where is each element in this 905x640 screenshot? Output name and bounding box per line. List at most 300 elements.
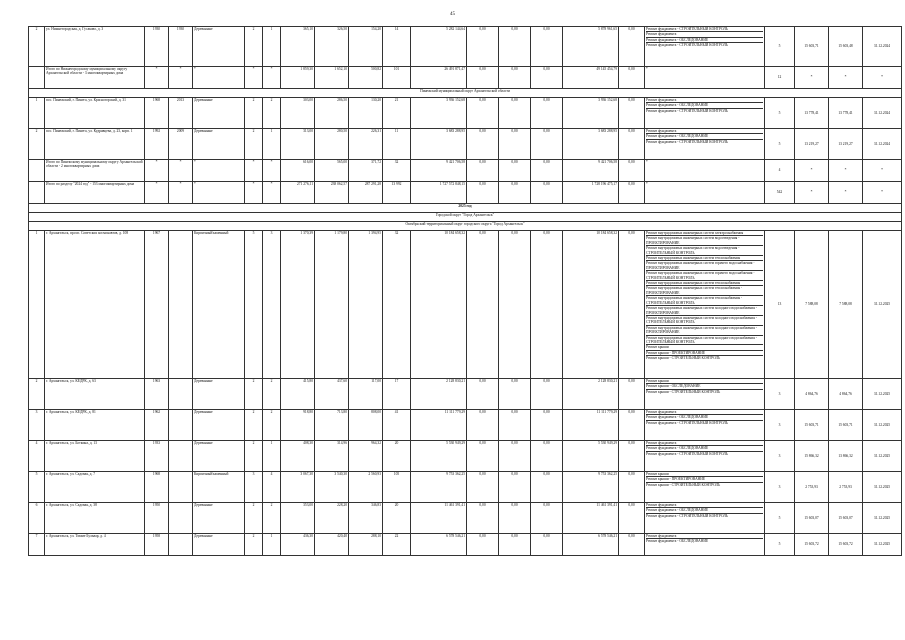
cell-z4: 0,00: [619, 67, 645, 89]
cell-dt: 31.12.2025: [863, 410, 902, 441]
cell-a1: 313,00: [281, 129, 315, 160]
cell-res: 32: [383, 160, 411, 182]
cell-u: 5: [765, 27, 795, 67]
cell-fl: 2: [245, 27, 263, 67]
cell-a2: 3 540,30: [315, 472, 349, 503]
cell-a3: 964,32: [349, 441, 383, 472]
work-item: Ремонт крыши: [646, 345, 763, 350]
cell-a3: 226,31: [349, 129, 383, 160]
work-item: Ремонт фундамента: [646, 534, 763, 539]
cell-sum: 11 461 391,41: [563, 503, 619, 534]
cell-works: [645, 129, 765, 160]
cell-cost: 5 530 949,29: [411, 441, 467, 472]
cell-p1: 15 603,07: [795, 503, 829, 534]
cell-a1: 365,10: [281, 27, 315, 67]
cell-u: 13: [765, 231, 795, 379]
cell-dt: *: [863, 182, 902, 204]
cell-n: [29, 160, 45, 182]
cell-en: *: [263, 160, 281, 182]
cell-en: *: [263, 67, 281, 89]
cell-y2: [169, 503, 193, 534]
work-item: Ремонт внутридомовых инженерных систем электроснабжения: [646, 231, 763, 236]
cell-p1: 13 219,27: [795, 129, 829, 160]
cell-a1: 303,00: [281, 98, 315, 129]
cell-p2: 4 864,76: [829, 379, 863, 410]
cell-en: *: [263, 182, 281, 204]
cell-z4: 0,00: [619, 503, 645, 534]
cell-dt: 31.12.2024: [863, 27, 902, 67]
cell-z4: 0,00: [619, 98, 645, 129]
cell-n: [29, 67, 45, 89]
cell-y2: *: [169, 160, 193, 182]
cell-z4: 0,00: [619, 160, 645, 182]
cell-fl: 2: [245, 410, 263, 441]
cell-z2: 0,00: [499, 503, 531, 534]
cell-n: 3: [29, 410, 45, 441]
work-item: Ремонт фундамента - СТРОИТЕЛЬНЫЙ КОНТРОЛЬ: [646, 513, 728, 518]
cell-y1: 1992: [145, 129, 169, 160]
work-item: Ремонт фундамента: [646, 503, 763, 508]
cell-addr: г. Архангельск, ул. Садовая, д. 38: [45, 503, 145, 534]
cell-u: 3: [765, 441, 795, 472]
cell-cost: 5 282 144,64: [411, 27, 467, 67]
cell-sum: 6 578 546,21: [563, 534, 619, 556]
cell-works: [645, 410, 765, 441]
cell-works: [645, 98, 765, 129]
work-item: Ремонт фундамента - ОБСЛЕДОВАНИЕ: [646, 539, 709, 544]
table-row: [29, 182, 902, 204]
cell-z3: 0,00: [531, 67, 563, 89]
cell-z2: 0,00: [499, 160, 531, 182]
cell-a2: 286,50: [315, 98, 349, 129]
cell-y1: 1930: [145, 27, 169, 67]
cell-mat: Деревянные: [193, 441, 245, 472]
section-heading-pinega-text: Пинежский муниципальный округ Архангельской области: [29, 89, 902, 98]
cell-cost: 3 683 288,95: [411, 129, 467, 160]
cell-p2: *: [829, 182, 863, 204]
cell-addr: г. Архангельск, ул. Боткина, д. 13: [45, 441, 145, 472]
cell-addr: г. Архангельск, ул. Тимме Бульвар, д. 4: [45, 534, 145, 556]
cell-cost: 9 421 706,58: [411, 160, 467, 182]
cell-p2: 2 753,93: [829, 472, 863, 503]
cell-fl: 5: [245, 231, 263, 379]
cell-z2: 0,00: [499, 472, 531, 503]
cell-works: [645, 379, 765, 410]
cell-sum: 11 111 779,29: [563, 410, 619, 441]
cell-sum: 10 184 658,32: [563, 231, 619, 379]
cell-y1: *: [145, 182, 169, 204]
work-item: Ремонт внутридомовых инженерных систем теплоснабжения: [646, 281, 763, 286]
work-item: Ремонт фундамента: [646, 32, 763, 37]
cell-u: 5: [765, 503, 795, 534]
cell-n: 5: [29, 472, 45, 503]
cell-fl: 3: [245, 472, 263, 503]
cell-sum: 49 145 454,79: [563, 67, 619, 89]
cell-p2: 15 603,72: [829, 534, 863, 556]
work-item: Ремонт фундамента - СТРОИТЕЛЬНЫЙ КОНТРОЛЬ: [646, 43, 728, 48]
cell-fl: 2: [245, 441, 263, 472]
cell-cost: 11 111 779,29: [411, 410, 467, 441]
cell-n: 6: [29, 503, 45, 534]
cell-a2: 420,40: [315, 534, 349, 556]
table-row: [29, 441, 902, 472]
year-heading-text: 2025 год: [29, 204, 902, 213]
cell-addr: Итого по разделу "2024 год" - 153 многоквартирных дома: [45, 182, 145, 204]
cell-z1: 0,00: [467, 27, 499, 67]
cell-cost: 26 491 871,47: [411, 67, 467, 89]
cell-dt: 31.12.2025: [863, 441, 902, 472]
work-item: Ремонт внутридомовых инженерных систем холодного водоснабжения - СТРОИТЕЛЬНЫЙ КОНТРОЛЬ: [646, 316, 763, 326]
cell-z2: 0,00: [499, 182, 531, 204]
cell-sum: 5 530 949,29: [563, 441, 619, 472]
cell-dt: 31.12.2025: [863, 503, 902, 534]
cell-z4: 0,00: [619, 231, 645, 379]
cell-works: [645, 534, 765, 556]
cell-p2: *: [829, 67, 863, 89]
cell-z1: 0,00: [467, 231, 499, 379]
cell-z2: 0,00: [499, 98, 531, 129]
cell-y2: *: [169, 182, 193, 204]
cell-u: 12: [765, 67, 795, 89]
cell-u: 4: [765, 160, 795, 182]
cell-z3: 0,00: [531, 231, 563, 379]
cell-en: 2: [263, 410, 281, 441]
table-row: [29, 67, 902, 89]
cell-p1: 7 588,08: [795, 231, 829, 379]
cell-z2: 0,00: [499, 231, 531, 379]
cell-res: 101: [383, 67, 411, 89]
cell-works: [645, 27, 765, 67]
cell-n: 4: [29, 441, 45, 472]
cell-u: 5: [765, 534, 795, 556]
cell-mat: Кирпичный/каменный: [193, 472, 245, 503]
cell-sum: 9 753 362,25: [563, 472, 619, 503]
cell-z1: 0,00: [467, 410, 499, 441]
table-row: [29, 503, 902, 534]
cell-z1: 0,00: [467, 441, 499, 472]
work-item: Ремонт крыши - СТРОИТЕЛЬНЫЙ КОНТРОЛЬ: [646, 482, 721, 487]
cell-y2: [169, 441, 193, 472]
cell-addr: Итого по Нижнегородскому муниципальному округу Архангельской области - 3 многоквартирных дома: [45, 67, 145, 89]
cell-addr: пос. Пинежский, г. Пинега, ул. Кудрявцева, д. 23, корп. 1: [45, 129, 145, 160]
cell-mat: *: [193, 67, 245, 89]
cell-mat: Деревянные: [193, 503, 245, 534]
cell-fl: 2: [245, 534, 263, 556]
cell-cost: 2 128 830,21: [411, 379, 467, 410]
cell-dt: 31.12.2025: [863, 231, 902, 379]
cell-y2: 1930: [169, 27, 193, 67]
cell-a1: 408,30: [281, 441, 315, 472]
cell-p1: *: [795, 160, 829, 182]
cell-cost: 11 461 391,41: [411, 503, 467, 534]
cell-y2: [169, 472, 193, 503]
cell-a2: 326,50: [315, 27, 349, 67]
cell-n: [29, 182, 45, 204]
cell-a2: 1 179,80: [315, 231, 349, 379]
cell-addr: пос. Пинежский, г. Пинега, ул. Красногорский, д. 31: [45, 98, 145, 129]
cell-p1: 15 603,71: [795, 27, 829, 67]
cell-res: 105: [383, 472, 411, 503]
cell-works: [645, 182, 765, 204]
cell-res: 21: [383, 98, 411, 129]
table-row: [29, 129, 902, 160]
cell-res: 11: [383, 129, 411, 160]
cell-a3: 130,20: [349, 98, 383, 129]
cell-works: [645, 67, 765, 89]
cell-dt: *: [863, 67, 902, 89]
cell-z3: 0,00: [531, 410, 563, 441]
work-item: Ремонт фундамента - ОБСЛЕДОВАНИЕ: [646, 415, 763, 420]
cell-y1: 1968: [145, 472, 169, 503]
cell-res: 41: [383, 410, 411, 441]
cell-z1: 0,00: [467, 129, 499, 160]
cell-works: [645, 160, 765, 182]
cell-en: 2: [263, 379, 281, 410]
cell-dt: *: [863, 160, 902, 182]
cell-p1: 15 603,72: [795, 534, 829, 556]
cell-a1: 436,30: [281, 534, 315, 556]
cell-p2: *: [829, 160, 863, 182]
cell-cost: 10 184 658,32: [411, 231, 467, 379]
cell-a2: 713,80: [315, 410, 349, 441]
cell-z3: 0,00: [531, 98, 563, 129]
cell-en: 1: [263, 534, 281, 556]
cell-z3: 0,00: [531, 379, 563, 410]
cell-z4: 0,00: [619, 129, 645, 160]
cell-z3: 0,00: [531, 129, 563, 160]
cell-a3: 808,00: [349, 410, 383, 441]
cell-n: 2: [29, 129, 45, 160]
cell-z3: 0,00: [531, 27, 563, 67]
work-item: Ремонт фундамента - ОБСЛЕДОВАНИЕ: [646, 446, 763, 451]
work-item: Ремонт фундамента - ОБСЛЕДОВАНИЕ: [646, 508, 763, 513]
cell-p1: 4 864,76: [795, 379, 829, 410]
cell-y1: 1950: [145, 503, 169, 534]
cell-a2: 1 652,10: [315, 67, 349, 89]
cell-dt: 31.12.2024: [863, 129, 902, 160]
cell-en: 1: [263, 441, 281, 472]
cell-z2: 0,00: [499, 129, 531, 160]
work-item: Ремонт фундамента - СТРОИТЕЛЬНЫЙ КОНТРОЛЬ: [646, 451, 728, 456]
cell-works: [645, 441, 765, 472]
cell-en: 1: [263, 129, 281, 160]
cell-p2: 15 603,71: [829, 410, 863, 441]
cell-res: 17: [383, 379, 411, 410]
cell-z1: 0,00: [467, 182, 499, 204]
cell-en: 4: [263, 472, 281, 503]
cell-a1: 3 067,30: [281, 472, 315, 503]
cell-a1: 1 370,39: [281, 231, 315, 379]
cell-p2: 15 603,48: [829, 27, 863, 67]
cell-a1: 616,00: [281, 160, 315, 182]
cell-z1: 0,00: [467, 534, 499, 556]
cell-y1: *: [145, 67, 169, 89]
cell-fl: *: [245, 182, 263, 204]
cell-sum: 2 128 830,21: [563, 379, 619, 410]
cell-a1: 918,80: [281, 410, 315, 441]
cell-a2: 437,60: [315, 379, 349, 410]
work-item: Ремонт крыши - ОБСЛЕДОВАНИЕ: [646, 384, 763, 389]
cell-u: 3: [765, 410, 795, 441]
district-heading: [29, 222, 902, 231]
cell-res: 32: [383, 231, 411, 379]
cell-a1: 271 276,11: [281, 182, 315, 204]
cell-fl: 2: [245, 98, 263, 129]
cell-addr: Итого по Пинежскому муниципальному округу Архангельской области - 2 многоквартирных дома: [45, 160, 145, 182]
cell-p1: 13 778,41: [795, 98, 829, 129]
cell-z1: 0,00: [467, 67, 499, 89]
table-row: [29, 98, 902, 129]
cell-res: 13 992: [383, 182, 411, 204]
cell-y1: 1967: [145, 231, 169, 379]
work-item: *: [646, 182, 648, 186]
cell-a3: 1 394,95: [349, 231, 383, 379]
cell-z3: 0,00: [531, 441, 563, 472]
cell-z3: 0,00: [531, 534, 563, 556]
cell-fl: *: [245, 160, 263, 182]
cell-y1: 1958: [145, 534, 169, 556]
cell-cost: 1 727 572 848,15: [411, 182, 467, 204]
cell-a3: 2 560,93: [349, 472, 383, 503]
cell-fl: 2: [245, 129, 263, 160]
cell-en: 3: [263, 231, 281, 379]
cell-a1: 353,00: [281, 503, 315, 534]
cell-p1: 2 753,93: [795, 472, 829, 503]
cell-z2: 0,00: [499, 534, 531, 556]
work-item: Ремонт фундамента - ОБСЛЕДОВАНИЕ: [646, 103, 763, 108]
cell-res: 20: [383, 503, 411, 534]
cell-n: 1: [29, 231, 45, 379]
work-item: Ремонт внутридомовых инженерных систем холодного водоснабжения - ПРОЕКТИРОВАНИЕ: [646, 326, 763, 336]
cell-works: [645, 472, 765, 503]
cell-z2: 0,00: [499, 441, 531, 472]
cell-n: 2: [29, 379, 45, 410]
work-item: Ремонт фундамента - ОБСЛЕДОВАНИЕ: [646, 134, 763, 139]
year-heading: [29, 204, 902, 213]
cell-p1: *: [795, 67, 829, 89]
work-item: Ремонт фундамента: [646, 441, 763, 446]
cell-z3: 0,00: [531, 472, 563, 503]
table-body: [29, 27, 902, 556]
cell-cost: 9 753 362,25: [411, 472, 467, 503]
cell-z4: 0,00: [619, 534, 645, 556]
cell-fl: *: [245, 67, 263, 89]
cell-y2: 2009: [169, 129, 193, 160]
cell-sum: 1 728 196 475,17: [563, 182, 619, 204]
cell-a3: 288,10: [349, 534, 383, 556]
cell-y2: *: [169, 67, 193, 89]
cell-y1: 1963: [145, 379, 169, 410]
cell-res: 22: [383, 534, 411, 556]
work-item: *: [646, 67, 648, 71]
cell-cost: 6 578 546,21: [411, 534, 467, 556]
cell-y2: 2013: [169, 98, 193, 129]
cell-y2: [169, 231, 193, 379]
cell-a1: 1 859,30: [281, 67, 315, 89]
work-item: Ремонт фундамента - СТРОИТЕЛЬНЫЙ КОНТРОЛЬ: [646, 108, 728, 113]
section-heading-pinega: [29, 89, 902, 98]
cell-z1: 0,00: [467, 379, 499, 410]
table-row: [29, 472, 902, 503]
cell-dt: 31.12.2024: [863, 98, 902, 129]
cell-y1: 1962: [145, 410, 169, 441]
work-item: Ремонт внутридомовых инженерных систем холодного водоснабжения - ПРОЕКТИРОВАНИЕ: [646, 306, 763, 316]
cell-dt: 31.12.2025: [863, 472, 902, 503]
work-item: Ремонт крыши: [646, 379, 763, 384]
cell-mat: Деревянные: [193, 379, 245, 410]
cell-addr: г. Архангельск, ул. Садовая, д. 7: [45, 472, 145, 503]
work-item: Ремонт внутридомовых инженерных систем холодного водоснабжения - СТРОИТЕЛЬНЫЙ КОНТРОЛЬ: [646, 336, 763, 346]
cell-z3: 0,00: [531, 503, 563, 534]
cell-a3: 154,20: [349, 27, 383, 67]
page-number: 45: [450, 12, 455, 17]
cell-addr: ул. Нижнегородская, д. Гусаково, д. 3: [45, 27, 145, 67]
cell-en: 1: [263, 27, 281, 67]
cell-res: 20: [383, 441, 411, 472]
cell-en: 2: [263, 98, 281, 129]
cell-a3: 346,83: [349, 503, 383, 534]
cell-z2: 0,00: [499, 67, 531, 89]
cell-z3: 0,00: [531, 182, 563, 204]
cell-sum: 3 936 152,68: [563, 98, 619, 129]
cell-z1: 0,00: [467, 503, 499, 534]
cell-p1: *: [795, 182, 829, 204]
table-row: [29, 410, 902, 441]
cell-a3: 287 291,28: [349, 182, 383, 204]
cell-addr: г. Архангельск, ул. КЕДРК, д. 63: [45, 379, 145, 410]
cell-y2: [169, 379, 193, 410]
cell-sum: 3 683 288,95: [563, 129, 619, 160]
cell-z1: 0,00: [467, 472, 499, 503]
cell-z4: 0,00: [619, 182, 645, 204]
cell-a2: 238 062,57: [315, 182, 349, 204]
cell-z2: 0,00: [499, 379, 531, 410]
work-item: Ремонт внутридомовых инженерных систем теплоснабжения - ПРОЕКТИРОВАНИЕ: [646, 286, 763, 296]
cell-z3: 0,00: [531, 160, 563, 182]
cell-works: [645, 231, 765, 379]
cell-p2: 7 588,08: [829, 231, 863, 379]
cell-mat: *: [193, 160, 245, 182]
cell-z4: 0,00: [619, 27, 645, 67]
cell-a3: 371,72: [349, 160, 383, 182]
work-item: Ремонт фундамента: [646, 98, 763, 103]
cell-sum: 5 878 961,65: [563, 27, 619, 67]
cell-u: 3: [765, 472, 795, 503]
cell-z2: 0,00: [499, 27, 531, 67]
work-item: Ремонт внутридомовых инженерных систем теплоснабжения: [646, 256, 763, 261]
cell-y2: [169, 534, 193, 556]
cell-a2: 565,00: [315, 160, 349, 182]
work-item: Ремонт фундамента: [646, 410, 763, 415]
cell-a3: 500,82: [349, 67, 383, 89]
cell-dt: 31.12.2025: [863, 534, 902, 556]
work-item: Ремонт внутридомовых инженерных систем горячего водоснабжения - СТРОИТЕЛЬНЫЙ КОНТРОЛЬ: [646, 271, 763, 281]
district-heading-text: Октябрьский территориальный округ городского округа "Город Архангельск": [29, 222, 902, 231]
cell-p1: 15 603,71: [795, 410, 829, 441]
cell-u: 542: [765, 182, 795, 204]
cell-p2: 13 219,27: [829, 129, 863, 160]
cell-mat: Деревянные: [193, 98, 245, 129]
cell-dt: 31.12.2025: [863, 379, 902, 410]
work-item: Ремонт внутридомовых инженерных систем водоотведения - СТРОИТЕЛЬНЫЙ КОНТРОЛЬ: [646, 246, 763, 256]
cell-y1: 1968: [145, 98, 169, 129]
cell-z4: 0,00: [619, 441, 645, 472]
cell-p2: 13 778,41: [829, 98, 863, 129]
cell-addr: г. Архангельск, просп. Советских космонавтов, д. 108: [45, 231, 145, 379]
cell-p2: 13 866,32: [829, 441, 863, 472]
capital-repair-table: [28, 26, 902, 556]
work-item: Ремонт внутридомовых инженерных систем водоотведения - ПРОЕКТИРОВАНИЕ: [646, 236, 763, 246]
